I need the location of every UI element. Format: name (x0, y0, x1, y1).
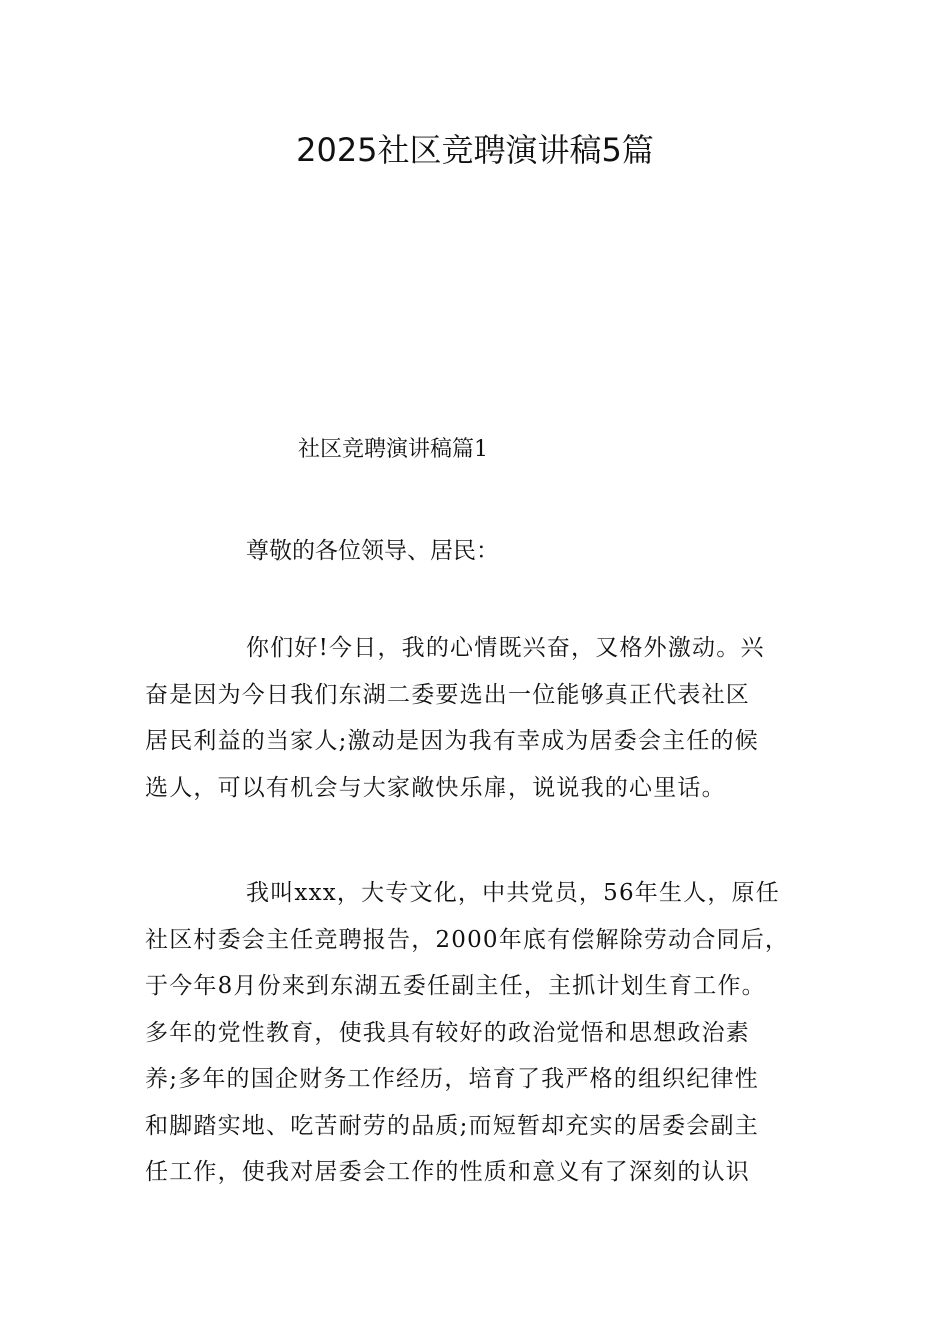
paragraph-line: 社区村委会主任竞聘报告，2000年底有偿解除劳动合同后， (145, 926, 790, 953)
salutation: 尊敬的各位领导、居民： (246, 538, 499, 564)
paragraph-line: 我叫xxx，大专文化，中共党员，56年生人，原任 (246, 880, 780, 906)
paragraph-line: 养;多年的国企财务工作经历，培育了我严格的组织纪律性 (145, 1066, 759, 1092)
paragraph-line: 居民利益的当家人;激动是因为我有幸成为居委会主任的候 (145, 728, 759, 754)
paragraph-line: 选人，可以有机会与大家敞快乐扉，说说我的心里话。 (145, 774, 726, 801)
paragraph-line: 多年的党性教育，使我具有较好的政治觉悟和思想政治素 (145, 1019, 750, 1046)
paragraph-line: 和脚踏实地、吃苦耐劳的品质;而短暂却充实的居委会副主 (145, 1112, 759, 1139)
document-title: 2025社区竞聘演讲稿5篇 (296, 131, 654, 169)
paragraph-2 (145, 870, 825, 1196)
paragraph-line: 你们好!今日，我的心情既兴奋，又格外激动。兴 (246, 635, 765, 661)
section-title: 社区竞聘演讲稿篇1 (298, 437, 488, 462)
paragraph-line: 任工作，使我对居委会工作的性质和意义有了深刻的认识 (145, 1159, 750, 1185)
paragraph-line: 于今年8月份来到东湖五委任副主任，主抓计划生育工作。 (145, 973, 766, 999)
paragraph-line: 奋是因为今日我们东湖二委要选出一位能够真正代表社区 (145, 681, 750, 708)
paragraph-1 (145, 625, 825, 811)
